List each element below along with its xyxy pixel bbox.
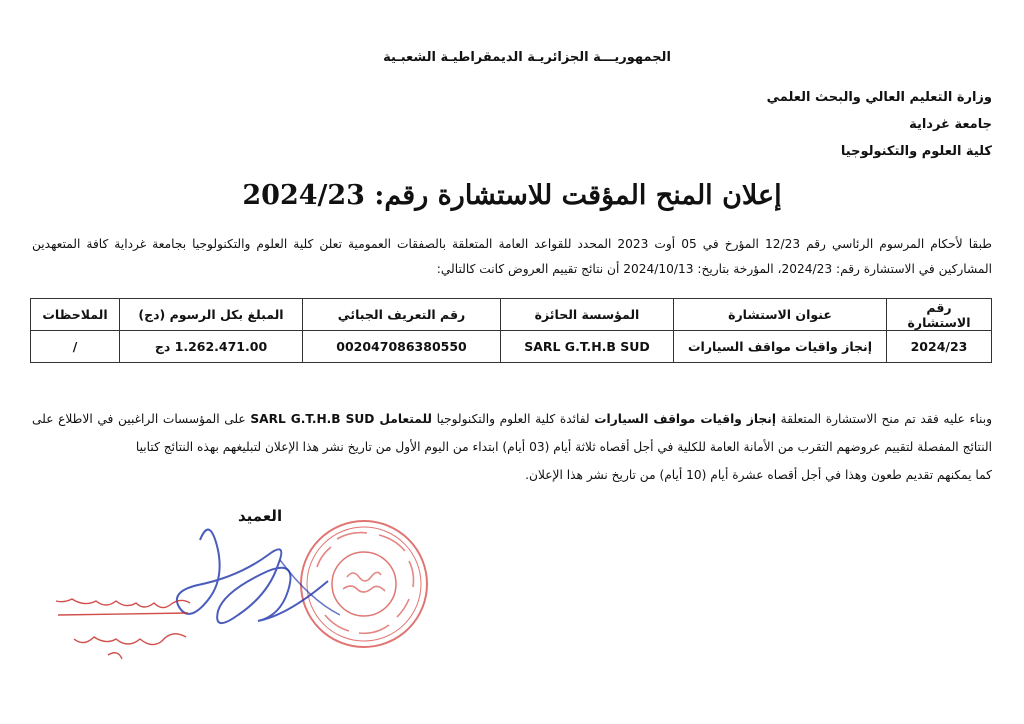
faculty-name: كلية العلوم والتكنولوجيا: [840, 144, 992, 159]
announcement-title: إعلان المنح المؤقت للاستشارة رقم: 2024/23: [242, 180, 782, 211]
header-amount: المبلغ بكل الرسوم (دج): [120, 299, 303, 331]
dean-title: العميد: [238, 507, 283, 525]
project-name: إنجاز واقيات مواقف السيارات: [594, 412, 777, 426]
ministry-name: وزارة التعليم العالي والبحث العلمي: [766, 90, 992, 105]
results-table: [30, 298, 992, 363]
table-header-row: [31, 299, 992, 331]
institution-header: [767, 84, 992, 165]
award-paragraph: [32, 405, 992, 461]
intro-paragraph: طبقا لأحكام المرسوم الرئاسي رقم 12/23 المؤرخ في 05 أوت 2023 المحدد للقواعد العامة المتعلقة بالصفقات العمومية تعلن كلية العلوم والتكنولوجيا بجامعة غرداية كافة المتعهدين المشاركين في الاستشارة رقم: 2024/23، المؤرخة بتاريخ: 2024/10/13 أن نتائج تقييم العروض كانت كالتالي:: [32, 237, 992, 276]
header-winning-company: المؤسسة الحائزة: [501, 299, 674, 331]
header-notes: الملاحظات: [31, 299, 120, 331]
cell-tax-id: 002047086380550: [303, 331, 501, 363]
handwritten-dean-name: [48, 585, 198, 675]
university-name: جامعة غرداية: [909, 117, 992, 132]
republic-heading: الجمهوريـــة الجزائريـة الديمقراطيـة الشعبـية: [383, 50, 671, 65]
cell-consultation-number: 2024/23: [887, 331, 992, 363]
header-consultation-title: عنوان الاستشارة: [674, 299, 887, 331]
cell-notes: /: [31, 331, 120, 363]
table-row: [31, 331, 992, 363]
award-text-2: لفائدة كلية العلوم والتكنولوجيا: [432, 412, 595, 426]
cell-consultation-title: إنجاز واقيات مواقف السيارات: [674, 331, 887, 363]
appeal-paragraph: كما يمكنهم تقديم طعون وهذا في أجل أقصاه عشرة أيام (10 أيام) من تاريخ نشر هذا الإعلان.: [525, 468, 992, 482]
contractor-name: للمتعامل SARL G.T.H.B SUD: [250, 412, 433, 426]
cell-amount: 1.262.471.00 دج: [120, 331, 303, 363]
cell-winning-company: SARL G.T.H.B SUD: [501, 331, 674, 363]
header-consultation-number: رقم الاستشارة: [887, 299, 992, 331]
header-tax-id: رقم التعريف الجبائي: [303, 299, 501, 331]
award-text-3: على المؤسسات الراغبين في الاطلاع على النتائج المفصلة لتقييم عروضهم التقرب من الأمانة العامة للكلية في أجل أقصاه ثلاثة أيام (03 أيام) ابتداء من اليوم الأول من تاريخ نشر هذا الإعلان لتبليغهم بهذه النتائج كتابيا: [32, 412, 992, 454]
award-body: [32, 405, 992, 489]
award-text-1: وبناء عليه فقد تم منح الاستشارة المتعلقة: [776, 412, 992, 426]
